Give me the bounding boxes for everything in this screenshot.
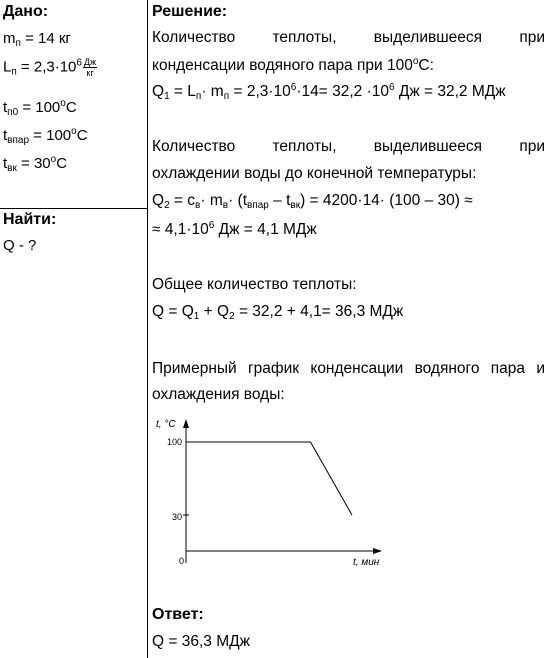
formula-q2-result: ≈ $4,1\cdot 10^6$ Дж = 4,1 МДж [152, 220, 317, 238]
paragraph-1-line-1: Количество теплоты, выделившееся при [152, 29, 545, 46]
answer-value: Q = 36,3 МДж [152, 633, 250, 650]
paragraph-3: Общее количество теплоты: [152, 276, 357, 293]
solution-header: Решение: [152, 3, 228, 20]
temperature-graph [148, 415, 408, 575]
paragraph-1-line-2: конденсации водяного пара при 100$^o$С: [152, 56, 434, 74]
given-heat: $L_п = 2,3\cdot 10^6$ $\frac{Дж}{кг}$ [3, 57, 97, 78]
given-tvap: $t_{впар} = 100^oC$ [3, 126, 88, 146]
given-t0: $t_{п0} = 100^oC$ [3, 98, 77, 118]
x-axis-label: t, мин [353, 557, 380, 568]
formula-q-total: $Q = Q_1 + Q_2 = 32,2 + 4,1= 36,3$ МДж [152, 303, 404, 322]
y-axis-label: t, °C [156, 419, 176, 430]
paragraph-2-line-2: охлаждении воды до конечной температуры: [152, 165, 477, 182]
origin-label: 0 [178, 556, 184, 566]
find-item: Q - ? [3, 237, 37, 254]
unit-fraction: $\frac{Дж}{кг}$ [83, 57, 97, 78]
given-mass: $m_п = 14$ кг [3, 30, 71, 49]
x-axis-arrow [373, 548, 382, 554]
answer-header: Ответ: [152, 606, 204, 623]
series-line [186, 442, 352, 515]
paragraph-4-line-2: охлаждения воды: [152, 386, 285, 403]
y-tick-label-30: 30 [171, 512, 182, 522]
find-header: Найти: [3, 211, 57, 228]
paragraph-4-line-1: Примерный график конденсации водяного пара и [152, 360, 545, 377]
y-tick-label-100: 100 [166, 437, 182, 447]
given-header: Дано: [3, 3, 49, 20]
formula-q2: $Q_2 = c_в\cdot m_в\cdot (t_{впар} - t_{вк}) = 4200\cdot 14\cdot (100 - 30)$ ≈ [152, 192, 473, 211]
paragraph-2-line-1: Количество теплоты, выделившееся при [152, 138, 545, 155]
y-axis-arrow [183, 419, 189, 428]
formula-q1: $Q_1 = L_п\cdot m_п = 2,3\cdot 10^6\cdot 14= 32,2 \cdot 10^6$ Дж = 32,2 МДж [152, 82, 506, 102]
given-tend: $t_{вк} = 30^oC$ [3, 154, 68, 174]
given-find-divider [0, 208, 148, 209]
